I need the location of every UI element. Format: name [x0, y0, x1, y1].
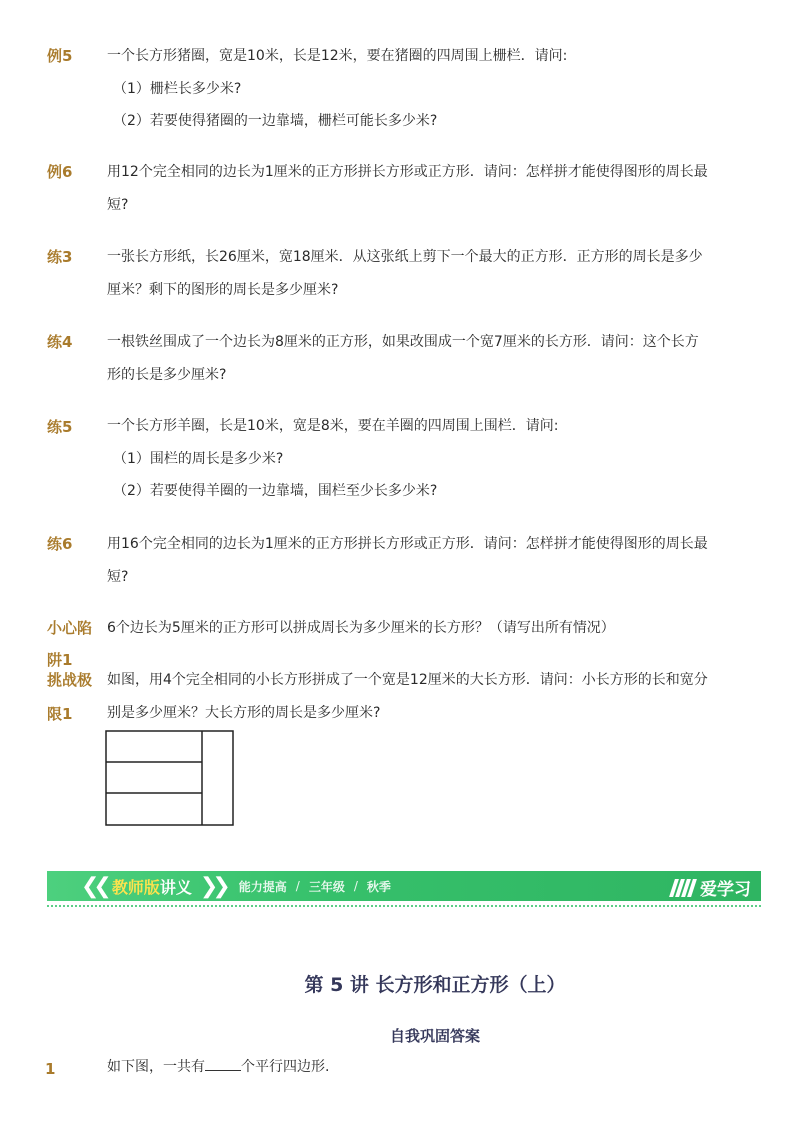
brand-mark-icon	[672, 879, 694, 897]
section-title: 自我巩固答案	[389, 1027, 480, 1045]
breadcrumb-term: 秋季	[366, 879, 391, 894]
sub-question: （2）若要使得猪圈的一边靠墙，栅栏可能长多少米?	[113, 113, 438, 129]
problem-text: 用16个完全相同的边长为1厘米的正方形拼长方形或正方形．请问：怎样拼才能使得图形的周长最 短?	[107, 536, 708, 585]
problem-text: 一张长方形纸，长26厘米，宽18厘米．从这张纸上剪下一个最大的正方形．正方形的周长是多少 厘米？剩下的图形的周长是多少厘米?	[107, 249, 703, 298]
problem-label: 例5	[47, 47, 73, 65]
brand-name: 爱学习	[700, 880, 751, 900]
problem-label: 练4	[47, 333, 73, 351]
lecture-banner	[47, 871, 761, 901]
sub-question: （1）栅栏长多少米?	[113, 81, 242, 97]
rectangle-figure	[104, 729, 236, 829]
problem-label: 练6	[47, 535, 73, 553]
problem-text: 用12个完全相同的边长为1厘米的正方形拼长方形或正方形．请问：怎样拼才能使得图形的周长最 短?	[107, 164, 708, 213]
breadcrumb-level: 能力提高	[238, 879, 287, 894]
problem-label: 例6	[47, 163, 73, 181]
answer-blank	[205, 1056, 241, 1071]
problem-text: 如图，用4个完全相同的小长方形拼成了一个宽是12厘米的大长方形．请问：小长方形的长和宽分 别是多少厘米？大长方形的周长是多少厘米?	[107, 672, 708, 721]
edition-label-highlight: 教师版	[111, 877, 160, 897]
problem-text: 一个长方形猪圈，宽是10米，长是12米，要在猪圈的四周围上栅栏．请问:	[107, 48, 568, 64]
big-rectangle	[106, 731, 233, 825]
brand-logo	[672, 875, 751, 900]
problem-text: 一根铁丝围成了一个边长为8厘米的正方形，如果改围成一个宽7厘米的长方形．请问：这个长方 形的长是多少厘米?	[107, 334, 699, 383]
chevron-right-icon: ❯❯	[199, 873, 225, 899]
problem-text: 一个长方形羊圈，长是10米，宽是8米，要在羊圈的四周围上围栏．请问:	[107, 418, 559, 434]
problem-label: 阱1	[47, 651, 73, 669]
breadcrumb-separator: /	[353, 879, 358, 893]
sub-question: （2）若要使得羊圈的一边靠墙，围栏至少长多少米?	[113, 483, 438, 499]
problem-label: 小心陷	[47, 619, 93, 637]
problem-label: 练5	[47, 418, 73, 436]
answer-number: 1	[45, 1060, 56, 1078]
banner-divider	[47, 905, 761, 907]
edition-label: 讲义	[159, 877, 192, 897]
problem-text: 6个边长为5厘米的正方形可以拼成周长为多少厘米的长方形？（请写出所有情况）	[107, 620, 615, 636]
breadcrumb-grade: 三年级	[308, 879, 345, 894]
answer-question: 如下图，一共有 个平行四边形.	[107, 1051, 719, 1084]
problem-label: 挑战极	[47, 671, 93, 689]
problem-label: 练3	[47, 248, 73, 266]
problem-label: 限1	[47, 705, 73, 723]
chevron-left-icon: ❮❮	[81, 873, 106, 899]
breadcrumb-separator: /	[295, 879, 300, 893]
lecture-title: 第 5 讲 长方形和正方形（上）	[304, 974, 566, 996]
sub-question: （1）围栏的周长是多少米?	[113, 451, 284, 467]
